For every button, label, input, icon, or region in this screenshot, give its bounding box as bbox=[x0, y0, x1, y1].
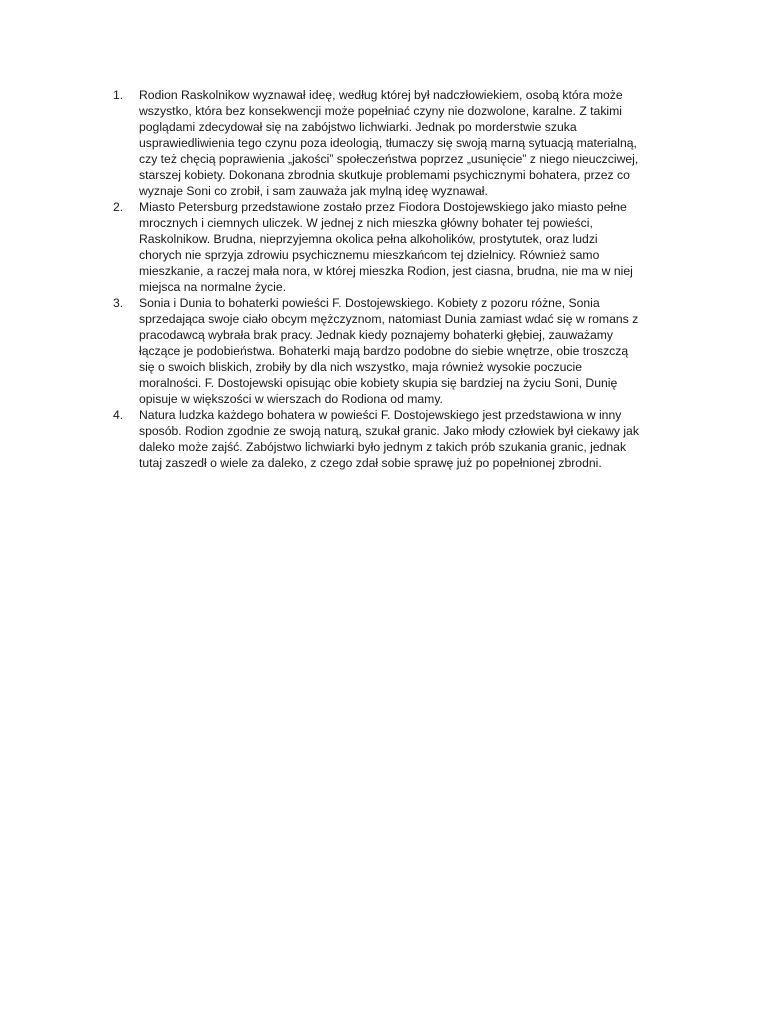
list-item-3 bbox=[113, 295, 673, 407]
list-item-text: Natura ludzka każdego bohatera w powieści F. Dostojewskiego jest przedstawiona w inny sposób. Rodion zgodnie ze swoją naturą, szukał granic. Jako młody człowiek był ciekawy jak daleko może zajść. Zabójstwo lichwiarki było jednym z takich prób szukania granic, jednak tutaj zaszedł o wiele za daleko, z czego zdał sobie sprawę już po popełnionej zbrodni. bbox=[139, 408, 639, 470]
list-item-1 bbox=[113, 87, 673, 199]
numbered-list bbox=[113, 87, 673, 471]
list-item-number: 3. bbox=[113, 296, 124, 310]
list-item-2 bbox=[113, 199, 673, 295]
list-item-number: 4. bbox=[113, 408, 124, 422]
list-item-number: 1. bbox=[113, 88, 124, 102]
list-item-text: Sonia i Dunia to bohaterki powieści F. Dostojewskiego. Kobiety z pozoru różne, Sonia sprzedająca swoje ciało obcym mężczyznom, natomiast Dunia zamiast wdać się w romans z pracodawcą wybrała brak pracy. Jednak kiedy poznajemy bohaterki głębiej, zauważamy łączące je podobieństwa. Bohaterki mają bardzo podobne do siebie wnętrze, obie troszczą się o swoich bliskich, zrobiły by dla nich wszystko, maja również wysokie poczucie moralności. F. Dostojewski opisując obie kobiety skupia się bardziej na życiu Soni, Dunię opisuje w większości w wierszach do Rodiona od mamy. bbox=[139, 296, 639, 406]
list-item-number: 2. bbox=[113, 200, 124, 214]
list-item-text: Miasto Petersburg przedstawione zostało przez Fiodora Dostojewskiego jako miasto pełne mrocznych i ciemnych uliczek. W jednej z nich mieszka główny bohater tej powieści, Raskolnikow. Brudna, nieprzyjemna okolica pełna alkoholików, prostytutek, oraz ludzi chorych nie sprzyja zdrowiu psychicznemu mieszkańcom tej dzielnicy. Również samo mieszkanie, a raczej mała nora, w której mieszka Rodion, jest ciasna, brudna, nie ma w niej miejsca na normalne życie. bbox=[139, 200, 633, 294]
list-item-4 bbox=[113, 407, 673, 471]
list-item-text: Rodion Raskolnikow wyznawał ideę, według której był nadczłowiekiem, osobą która może wszystko, która bez konsekwencji może popełniać czyny nie dozwolone, karalne. Z takimi poglądami zdecydował się na zabójstwo lichwiarki. Jednak po morderstwie szuka usprawiedliwienia tego czynu poza ideologią, tłumaczy się swoją marną sytuacją materialną, czy też chęcią poprawienia „jakości” społeczeństwa poprzez „usunięcie” z niego nieuczciwej, starszej kobiety. Dokonana zbrodnia skutkuje problemami psychicznymi bohatera, przez co wyznaje Soni co zrobił, i sam zauważa jak mylną ideę wyznawał. bbox=[139, 88, 639, 198]
